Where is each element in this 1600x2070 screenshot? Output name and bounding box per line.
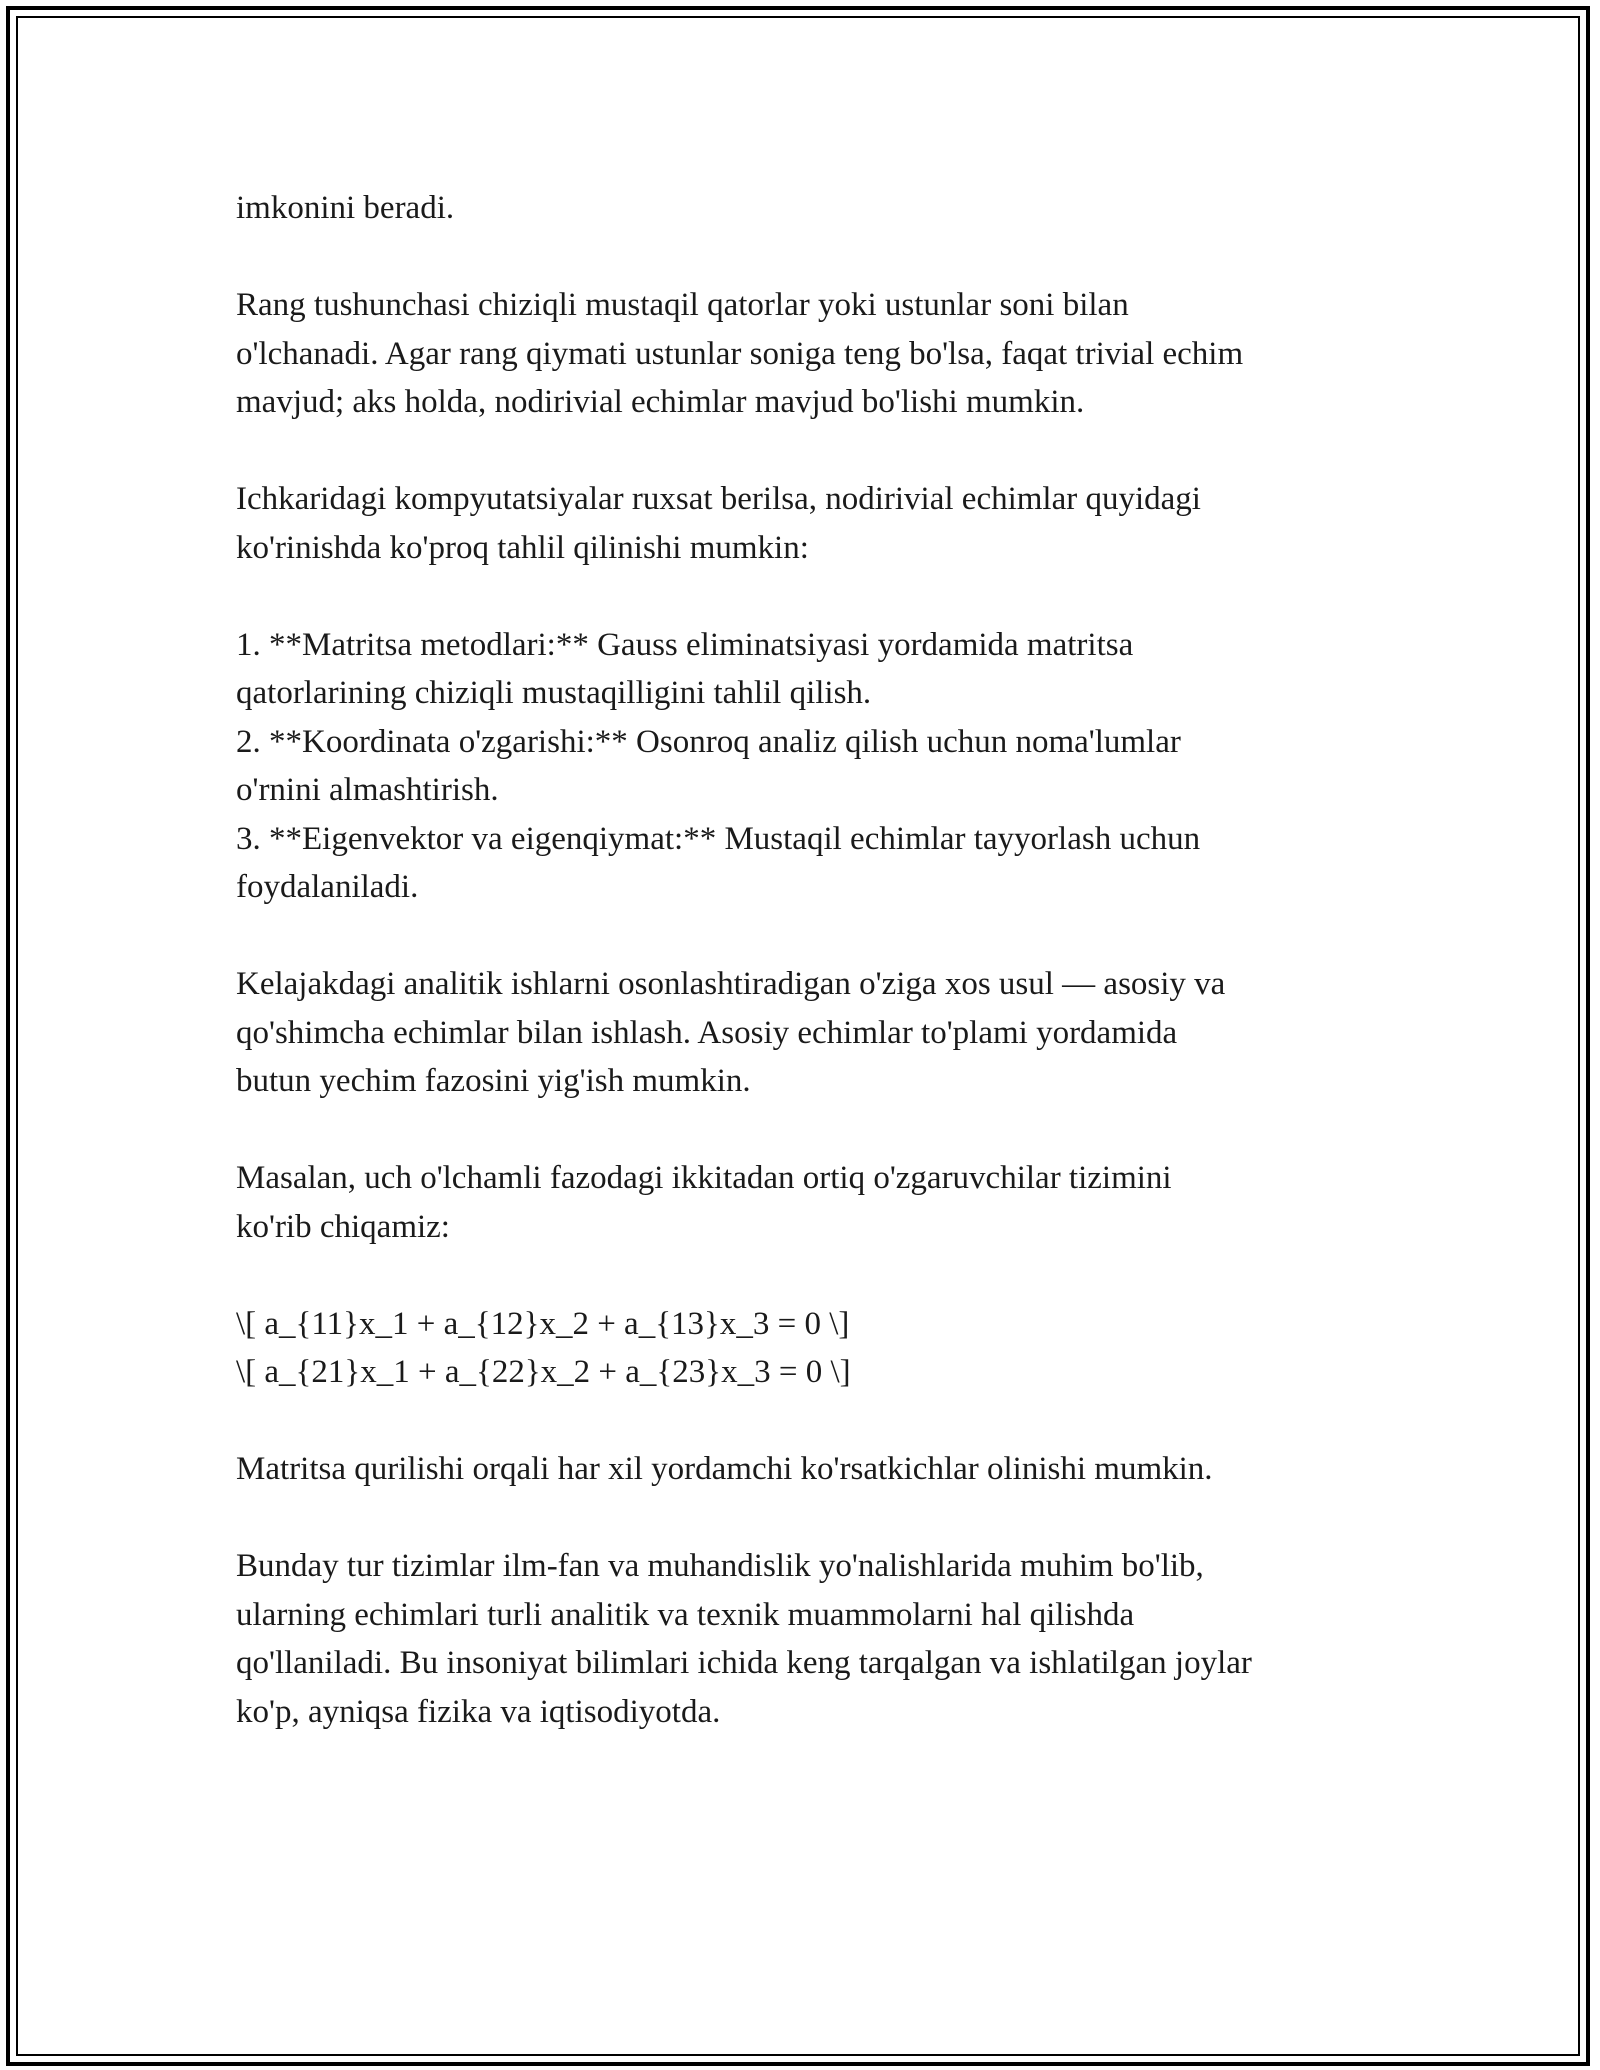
list-item-line: 3. **Eigenvektor va eigenqiymat:** Mustaqil echimlar tayyorlash uchun bbox=[236, 820, 1201, 857]
paragraph-line: imkonini beradi. bbox=[236, 190, 455, 226]
paragraph-line: ko'rib chiqamiz: bbox=[236, 1208, 450, 1245]
equation-line: \[ a_{11}x_1 + a_{12}x_2 + a_{13}x_3 = 0 \] bbox=[236, 1305, 850, 1342]
list-item-line: 1. **Matritsa metodlari:** Gauss eliminatsiyasi yordamida matritsa bbox=[236, 626, 1134, 663]
paragraph-line: ko'rinishda ko'proq tahlil qilinishi mumkin: bbox=[236, 529, 809, 566]
paragraph-line: Masalan, uch o'lchamli fazodagi ikkitadan ortiq o'zgaruvchilar tizimini bbox=[236, 1160, 1172, 1196]
list-item-line: o'rnini almashtirish. bbox=[236, 772, 499, 808]
paragraph-line: ko'p, ayniqsa fizika va iqtisodiyotda. bbox=[236, 1693, 721, 1730]
paragraph-line: qo'shimcha echimlar bilan ishlash. Asosiy echimlar to'plami yordamida bbox=[236, 1014, 1178, 1051]
equation-line: \[ a_{21}x_1 + a_{22}x_2 + a_{23}x_3 = 0 \] bbox=[236, 1354, 851, 1390]
paragraph-line: Rang tushunchasi chiziqli mustaqil qatorlar yoki ustunlar soni bilan bbox=[236, 287, 1129, 323]
list-item-line: foydalaniladi. bbox=[236, 869, 419, 905]
list-item-line: qatorlarining chiziqli mustaqilligini tahlil qilish. bbox=[236, 675, 872, 711]
list-item-line: 2. **Koordinata o'zgarishi:** Osonroq analiz qilish uchun noma'lumlar bbox=[236, 723, 1181, 760]
paragraph-line: Matritsa qurilishi orqali har xil yordamchi ko'rsatkichlar olinishi mumkin. bbox=[236, 1451, 1213, 1487]
document-body bbox=[236, 184, 1386, 1736]
paragraph-line: Bunday tur tizimlar ilm-fan va muhandislik yo'nalishlarida muhim bo'lib, bbox=[236, 1548, 1204, 1584]
paragraph-line: mavjud; aks holda, nodirivial echimlar mavjud bo'lishi mumkin. bbox=[236, 384, 1085, 420]
paragraph-line: o'lchanadi. Agar rang qiymati ustunlar soniga teng bo'lsa, faqat trivial echim bbox=[236, 335, 1244, 372]
paragraph-line: Ichkaridagi kompyutatsiyalar ruxsat berilsa, nodirivial echimlar quyidagi bbox=[236, 481, 1201, 517]
paragraph-line: Kelajakdagi analitik ishlarni osonlashtiradigan o'ziga xos usul — asosiy va bbox=[236, 966, 1226, 1002]
paragraph-line: butun yechim fazosini yig'ish mumkin. bbox=[236, 1063, 751, 1099]
paragraph-line: qo'llaniladi. Bu insoniyat bilimlari ichida keng tarqalgan va ishlatilgan joylar bbox=[236, 1645, 1252, 1681]
paragraph-line: ularning echimlari turli analitik va texnik muammolarni hal qilishda bbox=[236, 1596, 1135, 1633]
